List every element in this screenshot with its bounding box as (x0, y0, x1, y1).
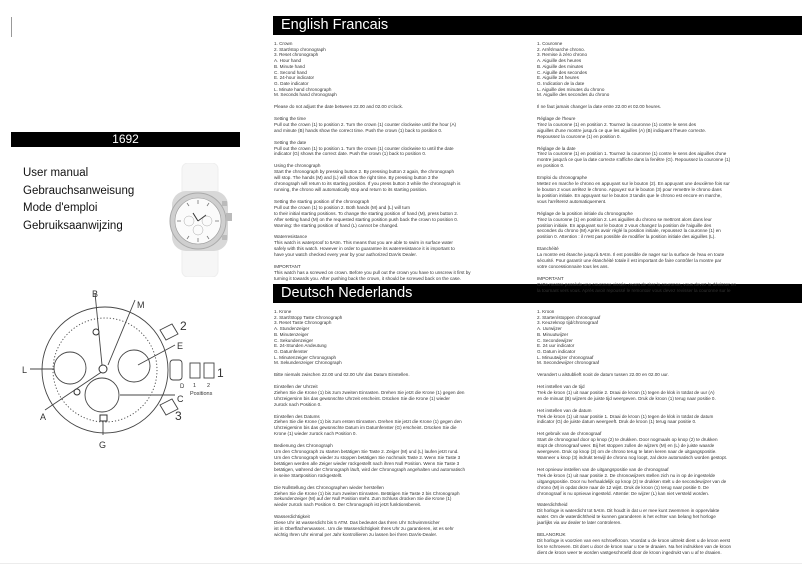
instruction-block (537, 467, 787, 497)
instruction-line: Ziehen Sie die Krone (1) bis zum zweiten Einrasten. Drehen Sie jetzt die Krone (1) gegen den (274, 389, 465, 395)
instruction-line: safely with this watch. However in order to guarantee its waterresistance it is important to (274, 246, 455, 252)
legend-item: 1. Crown (274, 41, 293, 46)
section-header-deutsch-nederlands: Deutsch Nederlands (273, 284, 802, 303)
instruction-line: water. Om de waterdichtheid te kunnen garanderen is het echter van belang het horloge (537, 514, 716, 520)
instruction-line: Dit horloge is waterdicht tot 5Atm. Dit houdt in dat u er mee kunt zwemmen in oppervlakte (537, 508, 720, 514)
instruction-block (274, 199, 524, 229)
instruction-line: jaarlijks via uw dealer te later controleren. (537, 520, 622, 526)
instruction-line: vous l'arrêterez automatiquement. (537, 198, 607, 204)
instruction-block (537, 532, 787, 556)
deutsch-column (274, 309, 524, 544)
date-warning: Bitte niemals zwischen 22.00 und 02.00 Uhr das Datum Einstellen. (274, 372, 410, 378)
instruction-block (274, 485, 524, 509)
instruction-line: wieder zurück nach Position 0. Der Chronograph ist jetzt funktionsbereit. (274, 502, 422, 508)
diagram-label-a: A (40, 412, 47, 422)
instruction-line: Sekundenzeiger (M) auf der Null Position steht. Zum Schluss drücken Sie die Krone (1) (274, 496, 452, 502)
instruction-line: dient de kroon weer te worden vastgeschroefd door de kroon ingedrukt van u af te draaien. (537, 549, 722, 555)
legend-item: A. Aiguille des heures (537, 58, 582, 64)
legend-item: E. 24-Stunden Andeutung (274, 343, 327, 349)
instruction-line: los te schroeven. Dit doet u door de kroon naar u toe te draaien. Na het indrukken van de kroon (537, 543, 732, 549)
instruction-line: chronograph will return to its starting position. If you press button 3 while the chronograph is (274, 181, 461, 187)
instruction-line: Tirez la couronne (1) en position 2. Tournez la couronne (1) contre le sens des (537, 121, 697, 127)
legend-item: 1. Couronne (537, 41, 563, 46)
legend-item: 3. Remise à zéro chrono (537, 52, 588, 58)
component-legend (274, 309, 524, 366)
instruction-line: sécurité. Pour garantir une étanchéité totale il est important de faire contrôler la montre par (537, 258, 722, 264)
legend-item: 2. Arrêt/marche chrono. (537, 46, 586, 52)
instruction-block (537, 175, 787, 205)
legend-item: B. Aiguille des minutes (537, 63, 584, 69)
instruction-line: After setting hand (M) on the requested starting position push back the crown to position 0. (274, 216, 459, 222)
watch-diagram (10, 285, 235, 455)
instruction-line: indicator (G) de juiste datum weergeeft. Druk de kroon (1) terug naar positie 0. (537, 419, 697, 425)
legend-item: 1. Kroon (537, 309, 555, 314)
instruction-heading: Waterresistance (274, 234, 308, 240)
instruction-line: aiguilles d'une montre jusqu'à ce que les aiguilles (A) (B) indiquent l'heure correcte. (537, 127, 707, 133)
legend-item: C. Second hand (274, 69, 307, 75)
instruction-block (537, 502, 787, 526)
instruction-line: Pull out the crown (1) to position 1. Turn the crown (1) counter clockwise to until the date (274, 145, 454, 151)
legend-item: 2. Starten/stoppen chronograaf (537, 314, 601, 320)
instruction-block (537, 384, 787, 402)
instruction-line: Ziehen Sie die Krone (1) bis zum ersten Einrasten. Drehen Sie jetzt die Krone (1) gegen den (274, 419, 462, 425)
diagram-label-m: M (137, 300, 145, 310)
instruction-heading: Het instellen van de tijd (537, 383, 585, 389)
instruction-line: wichtig Ihren Uhr einmal per Jahr kontrollieren zu lassen bei Ihren DaVis-Dealer. (274, 531, 438, 537)
instruction-block (274, 264, 524, 282)
instruction-line: Pull out the crown (1) to position 2. Both hands (M) and (L) will turn (274, 204, 411, 210)
instruction-line: en position 0. (537, 163, 565, 169)
component-legend (274, 41, 524, 98)
diagram-label-1: 1 (217, 366, 224, 380)
instruction-heading: Bedienung des Chronograph (274, 443, 333, 449)
legend-item: M. Sekundenzeiger Chronograph (274, 360, 342, 366)
instruction-line: Um den Chronograph wieder zu stoppen betätigen Sie nochmals Taste 2. Wenn Sie Taste 3 (274, 455, 461, 460)
legend-item: 2. Start/stop chronograph (274, 46, 326, 52)
legend-item: L. Minutenzeiger Chronograph (274, 354, 337, 360)
instruction-line: Start de chronograaf door op knop (2) te drukken. Door nogmaals op knop (2) te drukken (537, 437, 718, 443)
model-number-banner: 1692 (11, 132, 240, 147)
watch-photo (160, 163, 240, 277)
legend-item: B. Minuutwijzer (537, 331, 569, 337)
instruction-heading: BELANGRIJK (537, 532, 566, 538)
instruction-block (537, 431, 787, 461)
instruction-line: Wanneer u knop (3) indrukt terwijl de chrono nog loopt, zal deze automatisch worden gestopt. (537, 455, 728, 460)
instruction-block (537, 276, 787, 294)
instruction-block (274, 514, 524, 538)
instruction-line: Uhrzeigersinn bis das gewünschte Datum im Datumfenster (G) erscheint. Drücken Sie die (274, 425, 457, 431)
diagram-label-3: 3 (175, 409, 182, 423)
francais-column (537, 41, 787, 300)
instruction-block (537, 211, 787, 241)
manual-title-fr: Mode d'emploi (23, 202, 98, 214)
instruction-line: la tournant vers vous. Après avoir repoussé le remontoir vous devez revisser la couronne sur le (537, 287, 731, 293)
instruction-line: en de minuut (B) wijzers de juiste tijd weergeven. Druk de kroon (1) terug naar positie 0. (537, 395, 716, 401)
date-warning: Verandert u alstublieft nooit de datum tussen 22.00 en 02.00 uur. (537, 372, 669, 378)
legend-item: 3. Keuzeknop tijd/chronograaf (537, 320, 599, 326)
english-column (274, 41, 524, 288)
instruction-line: have your watch checked every year by your authorized DaVis Dealer. (274, 252, 417, 258)
instruction-heading: Etanchéité (537, 246, 559, 252)
instruction-line: Uhrzeigersinn bis das gewünschte Uhrzeit erscheint. Drücken Sie die Krone (1) wieder (274, 395, 450, 401)
instruction-line: Pull out the crown (1) to position 2. Turn the crown (1) counter clockwise until the hour (A) (274, 121, 457, 127)
legend-item: L. Minuutwijzer chronograaf (537, 354, 594, 360)
legend-item: A. Hour hand (274, 58, 302, 64)
instruction-line: running, the chrono will automatically stop and return to its starting position. (274, 187, 428, 192)
instruction-block (274, 140, 524, 158)
instruction-line: le bouton 2 vous arrêtez le chrono. Appuyez sur le bouton (3) pour remettre le chrono dans (537, 187, 722, 192)
legend-item: C. Sekundenzeiger (274, 337, 314, 343)
legend-item: 1. Krone (274, 309, 292, 314)
instruction-line: betätigen, während der Chronograph läuft, wird der Chronograph angehalten und automatisch (274, 466, 466, 472)
instruction-heading: IMPORTANT (537, 275, 564, 281)
instruction-line: Trek de kroon (1) uit naar positie 2. De chronowijzers stellen zich nu in op de ingestelde (537, 472, 716, 478)
instruction-line: indicator (G) shows the correct date. Push the crown (1) back to position 0. (274, 151, 427, 157)
instruction-heading: IMPORTANT (274, 264, 301, 270)
instruction-line: weergeven. Druk op knop (3) om de chrono terug te laten keren naar de uitgangspositie. (537, 449, 717, 455)
instruction-line: montre jusqu'à ce que la date correcte s'affiche dans la fenêtre (G). Repoussez la couronne (1) (537, 157, 731, 163)
instruction-block (274, 384, 524, 408)
instruction-heading: Using the chronograph (274, 163, 321, 169)
instruction-line: Um den Chronograph zu starten betätigen Sie Taste 2. Zeiger (M) und (L) laufen jetzt rund. (274, 449, 459, 455)
instruction-line: position initiale. En appuyant sur le bouton 2 vous changez la position de l'aiguille des (537, 222, 712, 228)
instruction-line: Trek de kroon (1) uit naar positie 1. Draai de kroon (1) tegen de klok in totdat de datum (537, 413, 714, 419)
instruction-line: to their initial starting positions. To change the starting position of hand (M), press button 2. (274, 210, 459, 216)
instruction-line: Tirez la couronne (1) en position 1. Tournez la couronne (1) contre le sens des aiguilles d'une (537, 151, 727, 157)
manual-title-nl: Gebruiksaanwijzing (23, 219, 123, 232)
instruction-line: and minute (B) hands show the correct time. Push the crown (1) back to position 0. (274, 127, 443, 133)
component-legend (537, 41, 787, 98)
instruction-line: Diese Uhr ist wasserdicht bis 5 ATM. Das bedeutet das Ihren Uhr Schwimmsicher (274, 520, 440, 526)
legend-item: 3. Reset chronograph (274, 52, 319, 58)
instruction-heading: Setting the time (274, 115, 306, 121)
instruction-block (537, 116, 787, 140)
instruction-line: ist in Oberflächenwasser.. Um die Wasserdichtigkeit Ihres Uhr zu garantieren, ist es sehr (274, 526, 454, 532)
instruction-line: Start the chronograph by pressing button 2. By pressing button 2 again, the chronograph (274, 169, 455, 175)
diagram-position-2: 2 (207, 383, 211, 389)
instruction-heading: Emploi du chronographe (537, 175, 588, 181)
legend-item: B. Minute hand (274, 63, 305, 69)
instruction-line: Trek de kroon (1) uit naar positie 2. Draai de kroon (1) tegen de klok in totdat de uur (A) (537, 389, 715, 395)
legend-item: C. Aiguille des secondes (537, 69, 588, 75)
instruction-block (274, 116, 524, 134)
nederlands-column (537, 309, 787, 562)
instruction-line: Repoussez la couronne (1) en position 0. (537, 133, 621, 139)
instruction-line: Tirez la couronne (1) en position 2. Les aiguilles du chrono se mettront alors dans leur (537, 216, 712, 222)
page-bottom-edge (0, 563, 802, 564)
diagram-label-e: E (177, 341, 184, 351)
instruction-line: position 0. Attention : il n'est pas possible de modifier la position initiale des aiguilles (L). (537, 234, 716, 240)
instruction-heading: Einstellen der Uhrzeit (274, 383, 318, 389)
instruction-block (274, 443, 524, 478)
diagram-positions-label: Positions (190, 391, 213, 397)
instruction-heading: Wasserdichtigkeit (274, 514, 310, 520)
legend-item: A. Stundenzeiger (274, 326, 310, 332)
manual-title-en: User manual (23, 167, 89, 179)
diagram-label-2: 2 (180, 319, 187, 333)
legend-item: G. Datum indicator (537, 348, 576, 354)
instruction-line: This watch has a screwed on crown. Before you pull out the crown you have to unscrew it first by (274, 269, 471, 275)
instruction-heading: Het instellen van de datum (537, 407, 592, 413)
section-header-english-francais: English Francais (273, 16, 802, 35)
legend-item: A. Uurwijzer (537, 326, 562, 332)
instruction-line: chronograaf is nu opnieuw ingesteld. Attentie: De wijzer (L) kan niet versteld worden. (537, 490, 710, 496)
diagram-label-d: D (180, 384, 185, 390)
legend-item: G. Date indicator (274, 80, 309, 86)
legend-item: C. Secondewijzer (537, 337, 573, 343)
instruction-line: la position initiale. En appuyant sur le bouton 3 tandis que le chrono est encore en marche, (537, 192, 722, 198)
diagram-position-1: 1 (193, 383, 197, 389)
instruction-heading: Réglage de la date (537, 145, 576, 151)
instruction-line: turning it towards you. After pushing back the crown, it should be screwed back on the case. (274, 275, 461, 281)
legend-item: L. Minute hand chronograph (274, 86, 332, 92)
legend-item: 3. Reset Taste Chronograph (274, 320, 332, 326)
instruction-line: zurück nach Position 0. (274, 401, 322, 407)
legend-item: M. Secondewijzer chronograaf (537, 360, 600, 366)
instruction-line: La montre est étanche jusqu'à 5Atm. Il est possible de nager sur la surface de l'eau en toute (537, 252, 725, 258)
legend-item: B. Minutenzeiger (274, 331, 309, 337)
diagram-label-g: G (99, 440, 107, 450)
instruction-line: secondes du chrono (M) Après avoir réglé la position initiale, repoussez la couronne (1) en (537, 228, 721, 234)
instruction-heading: Waterdichtheid (537, 502, 568, 508)
instruction-line: chrono (M) in opdat deze naar de 12 wijst. Druk de kroon (1) terug naar positie 0. De (537, 484, 709, 490)
instruction-block (274, 234, 524, 258)
instruction-line: Mettez en marche le chrono en appuyant sur le bouton (2). En appuyant une deuxième fois sur (537, 181, 730, 187)
manual-title-list (23, 165, 134, 235)
legend-item: E. 24-hour indicator (274, 75, 315, 81)
instruction-line: Krone (1) wieder zurück nach Position 0. (274, 431, 357, 437)
instruction-line: Cette montre possède une couronne vissée. Avant de tirer la couronne, vous devez la dévisser en (537, 281, 737, 287)
legend-item: G. Indication de la date (537, 80, 585, 86)
instruction-line: uitgangspositie. Door nu herhaaldelijk op knop (2) te drukken stelt u de secondewijzer van de (537, 478, 727, 484)
instruction-line: stopt de chronograaf weer. Bij het stoppen zullen de wijzers (M) en (L) de juiste waarde (537, 443, 715, 449)
diagram-label-c: C (177, 394, 184, 404)
instruction-block (274, 163, 524, 193)
instruction-line: Dit horloge is voorzien van een schroefkroon. Voordat u de kroon uittrekt dient u de kroon eerst (537, 537, 731, 543)
instruction-heading: Die Nullstellung des Chronographen wieder herstellen (274, 484, 384, 490)
instruction-heading: Réglage de la position initiale du chronographe (537, 210, 633, 216)
instruction-line: votre concessionnaire tous les ans. (537, 263, 609, 269)
instruction-line: will stop. The hands (M) and (L) will show the right time. By pressing button 3 the (274, 175, 439, 181)
diagram-label-b: B (92, 289, 99, 299)
instruction-heading: Réglage de l'heure (537, 115, 576, 121)
instruction-line: Warning: the starting position of hand (L) cannot be changed. (274, 222, 399, 228)
instruction-heading: Het gebruik van de chronograaf (537, 431, 602, 437)
legend-item: E. Aiguille 24 heures (537, 75, 579, 81)
instruction-line: Ziehen Sie die Krone (1) bis zum zweiten Einrasten. Betätigen Sie Taste 2 bis Chronograph (274, 490, 460, 496)
instruction-heading: Setting the starting position of the chronograph (274, 198, 370, 204)
legend-item: 2. Start/Stopp Taste Chronograph (274, 314, 343, 320)
legend-item: M. Seconds hand chronograph (274, 92, 337, 98)
instruction-block (537, 408, 787, 426)
date-warning: Please do not adjust the date between 22.00 and 02.00 o'clock. (274, 104, 404, 110)
instruction-heading: Setting the date (274, 139, 307, 145)
legend-item: E. 24 uur indicator (537, 343, 575, 349)
instruction-heading: Einstellen des Datums (274, 413, 320, 419)
legend-item: G. Datumfenster (274, 348, 308, 354)
component-legend (537, 309, 787, 366)
cover-page (0, 0, 268, 567)
instruction-heading: Het opnieuw instellen van de uitgangspositie van de chronograaf (537, 466, 669, 472)
legend-item: M. Aiguille des secondes du chrono (537, 92, 610, 98)
diagram-label-l: L (22, 365, 28, 375)
instruction-block (537, 246, 787, 270)
instruction-block (274, 414, 524, 438)
legend-item: L. Aiguille des minutes du chrono (537, 86, 605, 92)
margin-mark-top (11, 17, 12, 37)
manual-title-de: Gebrauchsanweisung (23, 184, 135, 197)
instruction-line: betätigen werden alle Zeiger wieder rückgestellt nach ihren Null Position. Wenn Sie Taste 3 (274, 460, 460, 466)
date-warning: Il ne faut jamais changer la date entre 22.00 et 02.00 heures. (537, 104, 662, 110)
instruction-line: This watch is waterproof to 5Atm. This means that you are able to swim in surface water (274, 240, 453, 246)
instruction-block (537, 146, 787, 170)
instruction-line: in seine Startposition rückgestellt. (274, 472, 343, 478)
